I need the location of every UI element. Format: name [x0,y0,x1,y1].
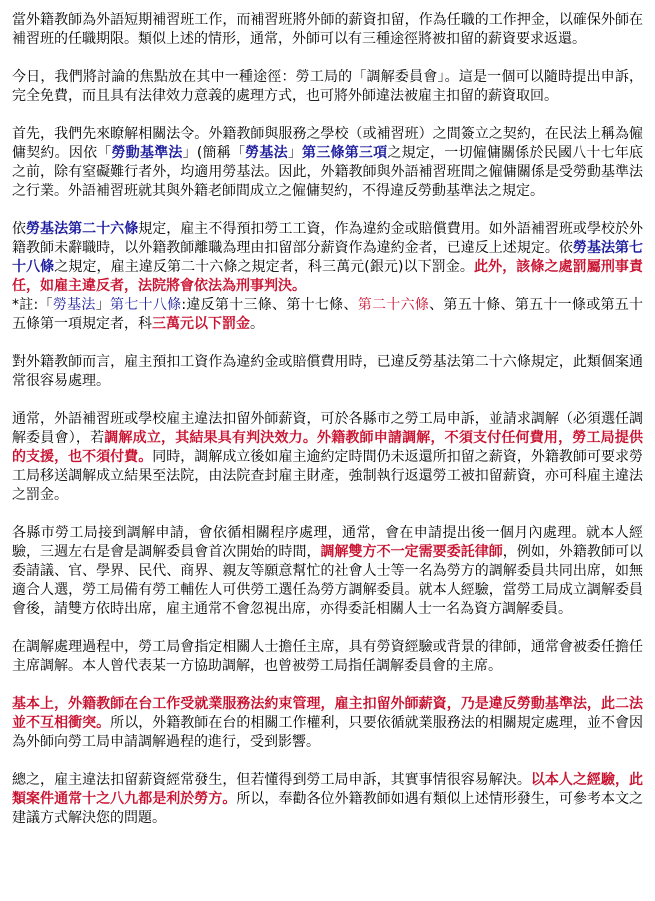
text-segment: 之規定，一切僱傭關係於民國八十七年底之前，除有窒礙難行者外，均適用勞基法。因此，外籍教師與外語補習班間之僱傭關係是受勞動基準法之行業。外語補習班就其與外籍老師間成立之僱傭契約，不得違反勞動基準法之規定。 [12,145,644,199]
highlight-segment: 第三條第三項 [302,145,388,161]
highlight-segment: 調解雙方不一定需要委託律師 [320,544,503,560]
text-segment: 所以，奉勸各位外籍教師如遇有類似上述情形發生，可參考本文之建議方式解決您的問題。 [12,791,644,826]
paragraph-p8 [12,524,643,619]
paragraph-p3 [12,125,643,201]
highlight-segment: 勞基法 [52,297,96,313]
text-segment: 」 [287,145,303,161]
highlight-segment: 勞基法 [245,145,288,161]
text-segment: 總之，雇主違法扣留薪資經常發生，但若懂得到勞工局申訴，其實事情很容易解決。 [12,772,531,788]
text-segment: 在調解處理過程中，勞工局會指定相關人士擔任主席，具有勞資經驗或背景的律師，通常會被委任擔任主席調解。本人曾代表某一方協助調解，也曾被勞工局指任調解委員會的主席。 [12,639,643,674]
paragraph-p9 [12,638,643,676]
text-segment: 、第五十條、第五十一條或第五十五條第一項規定者，科 [12,297,644,332]
paragraph-p4 [12,220,643,296]
paragraph-p11 [12,771,643,828]
text-segment: :違反第十三條、第十七條、 [181,297,358,313]
highlight-segment: 此外，該條之處罰屬刑事責任，如雇主違反者，法院將會依法為刑事判決。 [12,259,644,294]
text-segment: 所以，外籍教師在台的相關工作權利，只要依循就業服務法的相關規定處理，並不會因為外師向勞工局申請調解過程的進行，受到影響。 [12,715,644,750]
paragraph-p5 [12,296,643,334]
text-segment: ，例如，外籍教師可以委請議、官、學界、民代、商界、親友等願意幫忙的社會人士等一名為勞方的調解委員共同出席，如無適合人選，勞工局備有勞工輔佐人可供勞工選任為勞方調解委員。就本人經驗，當勞工局成立調解委員會後，請雙方依時出席，雇主通常不會忽視出席，亦得委託相關人士一名為資方調解委員。 [12,544,644,617]
text-segment: 」 [95,297,110,313]
highlight-segment: 以本人之經驗，此類案件通常十之八九都是利於勞方。 [12,772,644,807]
highlight-segment: 基本上，外籍教師在台工作受就業服務法約束管理，雇主扣留外師薪資，乃是違反勞動基準法，此二法並不互相衝突。 [12,696,643,731]
text-segment: 首先，我們先來瞭解相關法令。外籍教師與服務之學校（或補習班）之間簽立之契約，在民法上稱為僱傭契約。因依「 [12,126,643,161]
highlight-segment: 勞基法第七十八條 [12,240,644,275]
highlight-segment: 第七十八條 [109,297,182,313]
paragraph-p2 [12,68,643,106]
paragraph-p6 [12,353,643,391]
text-segment: 規定，雇主不得預扣勞工工資，作為違約金或賠償費用。如外語補習班或學校於外籍教師未辭職時，以外籍教師離職為理由扣留部分薪資作為違約金者，已違反上述規定。依 [12,221,644,256]
text-segment: 通常，外語補習班或學校雇主違法扣留外師薪資，可於各縣市之勞工局申訴，並請求調解（必須選任調解委員會），若 [12,411,643,446]
highlight-segment: 勞基法第二十六條 [26,221,139,237]
highlight-segment: 第二十六條 [357,297,430,313]
paragraph-p10 [12,695,643,752]
text-segment: 今日，我們將討論的焦點放在其中一種途徑：勞工局的「調解委員會」。這是一個可以隨時提出申訴，完全免費，而且具有法律效力意義的處理方式，也可將外師違法被雇主扣留的薪資取回。 [12,69,643,104]
highlight-segment: 調解成立，其結果具有判決效力。外籍教師申請調解，不須支付任何費用，勞工局提供的支援，也不須付費。 [12,430,644,465]
text-segment: 各縣市勞工局接到調解申請，會依循相關程序處理，通常，會在申請提出後一個月內處理。就本人經驗，三週左右是會是調解委員會首次開始的時間， [12,525,643,560]
text-segment: 同時，調解成立後如雇主逾約定時間仍未返還所扣留之薪資，外籍教師可要求勞工局移送調解成立結果至法院，由法院查封雇主財產，強制執行返還勞工被扣留薪資，亦可科雇主違法之罰金。 [12,449,644,503]
paragraph-p1 [12,11,643,49]
text-segment: *註:「 [12,297,53,313]
text-segment: 依 [12,221,27,237]
text-segment: 之規定，雇主違反第二十六條之規定者，科三萬元(銀元)以下罰金。 [54,259,475,275]
text-segment: 。 [250,316,264,332]
highlight-segment: 勞動基準法 [111,145,183,161]
text-segment: 當外籍教師為外語短期補習班工作，而補習班將外師的薪資扣留，作為任職的工作押金，以確保外師在補習班的任職期限。類似上述的情形，通常，外師可以有三種途徑將被扣留的薪資要求返還。 [12,12,643,47]
paragraph-p7 [12,410,643,505]
highlight-segment: 三萬元以下罰金 [152,316,250,332]
text-segment: 」(簡稱「 [182,145,246,161]
text-segment: 對外籍教師而言，雇主預扣工資作為違約金或賠償費用時，已違反勞基法第二十六條規定，此類個案通常很容易處理。 [12,354,643,389]
